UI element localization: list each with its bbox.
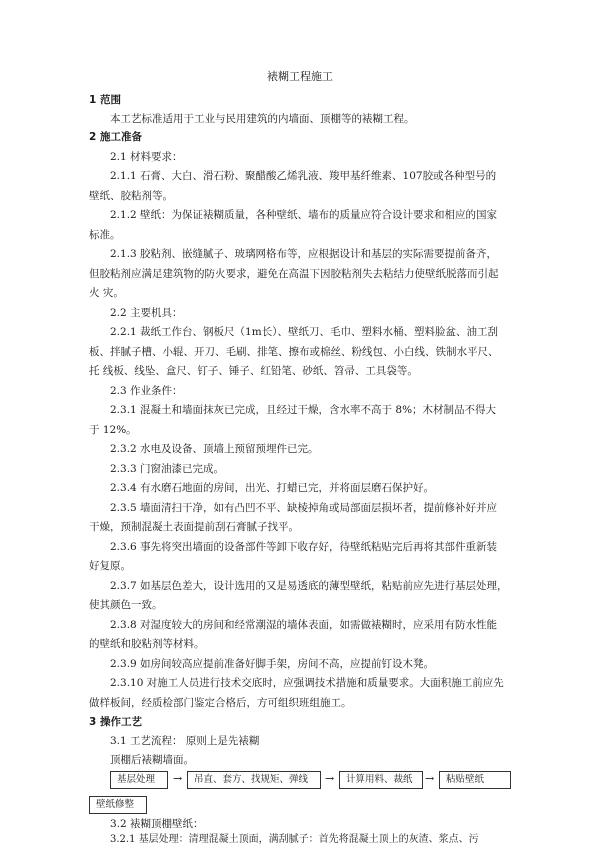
para-2-3-8-line1: 2.3.8 对湿度较大的房间和经常潮湿的墙体表面，如需做裱糊时，应采用有防水性能 xyxy=(110,619,498,631)
para-2-3-7-line1: 2.3.7 如基层色差大，设计选用的又是易透底的薄型壁纸，粘贴前应先进行基层处理， xyxy=(110,580,508,592)
subsection-2-1: 2.1 材料要求： xyxy=(110,151,183,163)
section-3-heading: 3 操作工艺 xyxy=(89,716,142,728)
flow-arrow-2: → xyxy=(325,772,335,785)
flow-arrow-1: → xyxy=(173,772,183,785)
para-2-3-6-line1: 2.3.6 事先将突出墙面的设备部件等卸下收存好，待壁纸粘贴完后再将其部件重新装 xyxy=(110,541,498,553)
para-2-1-2-line1: 2.1.2 壁纸：为保证裱糊质量，各种壁纸、墙布的质量应符合设计要求和相应的国家 xyxy=(110,209,498,221)
subsection-3-1-line2: 顶棚后裱糊墙面。 xyxy=(110,754,194,766)
flow-arrow-3: → xyxy=(425,772,435,785)
para-2-1-1-line2: 壁纸、胶粘剂等。 xyxy=(89,190,173,202)
para-2-3-10-line2: 做样板间，经质检部门鉴定合格后，方可组织班组施工。 xyxy=(89,697,352,709)
section-1-text: 本工艺标准适用于工业与民用建筑的内墙面、顶棚等的裱糊工程。 xyxy=(110,113,415,125)
para-2-1-2-line2: 标准。 xyxy=(89,229,121,241)
para-2-2-1-line3: 托 线板、线坠、盒尺、钉子、锤子、红铅笔、砂纸、笤帚、工具袋等。 xyxy=(89,365,418,377)
para-2-3-6-line2: 好复原。 xyxy=(89,560,131,572)
para-2-3-5-line1: 2.3.5 墙面清扫干净，如有凸凹不平、缺棱掉角或局部面层损坏者，提前修补好并应 xyxy=(110,502,498,514)
para-2-3-4: 2.3.4 有水磨石地面的房间，出光、打蜡已完，并将面层磨石保护好。 xyxy=(110,482,435,494)
subsection-3-1-line1: 3.1 工艺流程： 原则上是先裱糊 xyxy=(110,735,260,747)
subsection-2-2: 2.2 主要机具： xyxy=(110,307,183,319)
para-2-3-10-line1: 2.3.10 对施工人员进行技术交底时，应强调技术措施和质量要求。大面积施工前应先 xyxy=(110,677,504,689)
subsection-2-3: 2.3 作业条件： xyxy=(110,385,183,397)
para-2-1-3-line2: 但胶粘剂应满足建筑物的防火要求，避免在高温下因胶粘剂失去粘结力使壁纸脱落而引起 xyxy=(89,268,499,280)
para-2-3-7-line2: 使其颜色一致。 xyxy=(89,599,163,611)
flow-step-5: 壁纸修整 xyxy=(89,796,147,814)
para-2-1-1-line1: 2.1.1 石膏、大白、滑石粉、聚醋酸乙烯乳液、羧甲基纤维素、107胶或各种型号的 xyxy=(110,170,497,182)
flow-step-2: 吊直、套方、找规矩、弹线 xyxy=(187,771,321,789)
section-1-heading: 1 范围 xyxy=(89,94,121,106)
para-2-3-2: 2.3.2 水电及设备、顶墙上预留预埋件已完。 xyxy=(110,443,319,455)
para-2-3-1-line2: 于 12%。 xyxy=(89,424,137,436)
para-2-3-5-line2: 干燥，预制混凝土表面提前刮石膏腻子找平。 xyxy=(89,521,299,533)
subsection-3-2: 3.2 裱糊顶棚壁纸： xyxy=(110,818,204,830)
para-2-3-1-line1: 2.3.1 混凝土和墙面抹灰已完成，且经过干燥，含水率不高于 8%；木材制品不得大 xyxy=(110,404,497,416)
para-2-3-8-line2: 的壁纸和胶粘剂等材料。 xyxy=(89,638,205,650)
para-2-1-3-line1: 2.1.3 胶粘剂、嵌缝腻子、玻璃网格布等，应根据设计和基层的实际需要提前备齐， xyxy=(110,248,498,260)
para-2-3-3: 2.3.3 门窗油漆已完成。 xyxy=(110,463,225,475)
para-2-2-1-line2: 板、拌腻子槽、小辊、开刀、毛刷、排笔、擦布或棉丝、粉线包、小白线、铁制水平尺、 xyxy=(89,346,499,358)
flow-step-4: 粘贴壁纸 xyxy=(439,771,511,789)
para-3-2-1-line1: 3.2.1 基层处理：清理混凝土顶面，满刮腻子：首先将混凝土顶上的灰渣、浆点、污 xyxy=(110,834,479,845)
flow-step-1: 基层处理 xyxy=(110,771,168,789)
page-title: 裱糊工程施工 xyxy=(267,70,333,83)
para-2-3-9: 2.3.9 如房间较高应提前准备好脚手架，房间不高，应提前钉设木凳。 xyxy=(110,658,435,670)
para-2-2-1-line1: 2.2.1 裁纸工作台、钢板尺（1m长）、壁纸刀、毛巾、塑料水桶、塑料脸盆、油工刮 xyxy=(110,326,498,338)
para-2-1-3-line3: 火 灾。 xyxy=(89,287,124,299)
flow-step-3: 计算用料、裁纸 xyxy=(339,771,423,789)
section-2-heading: 2 施工准备 xyxy=(89,131,142,143)
